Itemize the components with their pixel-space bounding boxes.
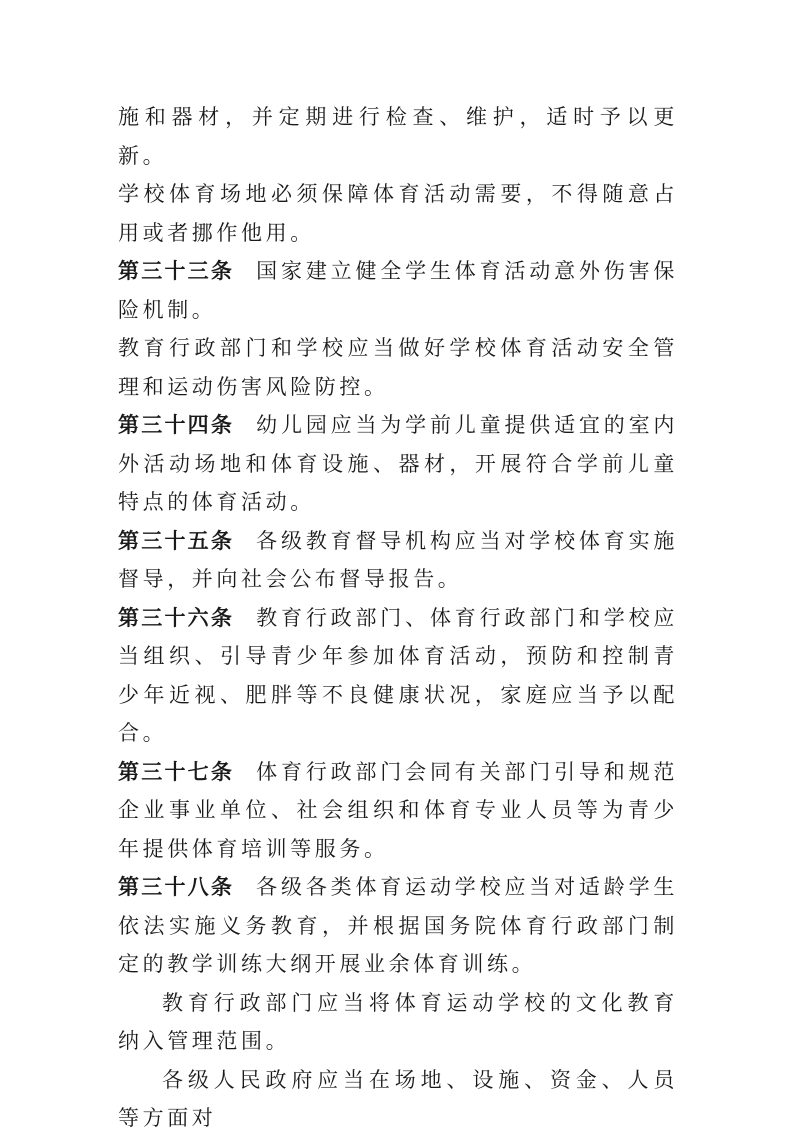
paragraph-text: 体育行政部门会同有关部门引导和规范企业事业单位、社会组织和体育专业人员等为青少年提供体育培训等服务。 [118,759,679,861]
paragraph-text: 学校体育场地必须保障体育活动需要，不得随意占用或者挪作他用。 [118,182,678,245]
paragraph-2 [118,252,678,329]
paragraph-0 [118,98,678,175]
paragraph-1 [118,175,678,252]
article-number: 第三十六条 [118,605,235,630]
paragraph-7 [118,753,678,869]
paragraph-text: 幼儿园应当为学前儿童提供适宜的室内外活动场地和体育设施、器材，开展符合学前儿童特点的体育活动。 [118,413,679,514]
document-page [118,98,678,1138]
paragraph-4 [118,406,678,522]
paragraph-8 [118,868,678,984]
paragraph-text: 各级各类体育运动学校应当对适龄学生依法实施义务教育，并根据国务院体育行政部门制定的教学训练大纲开展业余体育训练。 [118,875,679,976]
paragraph-text: 国家建立健全学生体育活动意外伤害保险机制。 [118,259,679,322]
paragraph-10 [118,1061,678,1138]
paragraph-text: 教育行政部门应当将体育运动学校的文化教育纳入管理范围。 [118,990,678,1053]
paragraph-6 [118,599,678,753]
paragraph-text: 施和器材，并定期进行检查、维护，适时予以更新。 [118,105,678,168]
paragraph-5 [118,522,678,599]
paragraph-text: 各级人民政府应当在场地、设施、资金、人员等方面对 [118,1067,678,1130]
paragraph-text: 各级教育督导机构应当对学校体育实施督导，并向社会公布督导报告。 [118,528,679,591]
paragraph-9 [118,984,678,1061]
article-number: 第三十四条 [118,413,235,437]
article-number: 第三十五条 [118,528,235,553]
article-number: 第三十八条 [118,875,235,899]
paragraph-text: 教育行政部门、体育行政部门和学校应当组织、引导青少年参加体育活动，预防和控制青少年近视、肥胖等不良健康状况，家庭应当予以配合。 [118,605,679,745]
article-number: 第三十三条 [118,259,235,283]
article-number: 第三十七条 [118,759,235,784]
paragraph-text: 教育行政部门和学校应当做好学校体育活动安全管理和运动伤害风险防控。 [118,336,678,399]
paragraph-3 [118,329,678,406]
